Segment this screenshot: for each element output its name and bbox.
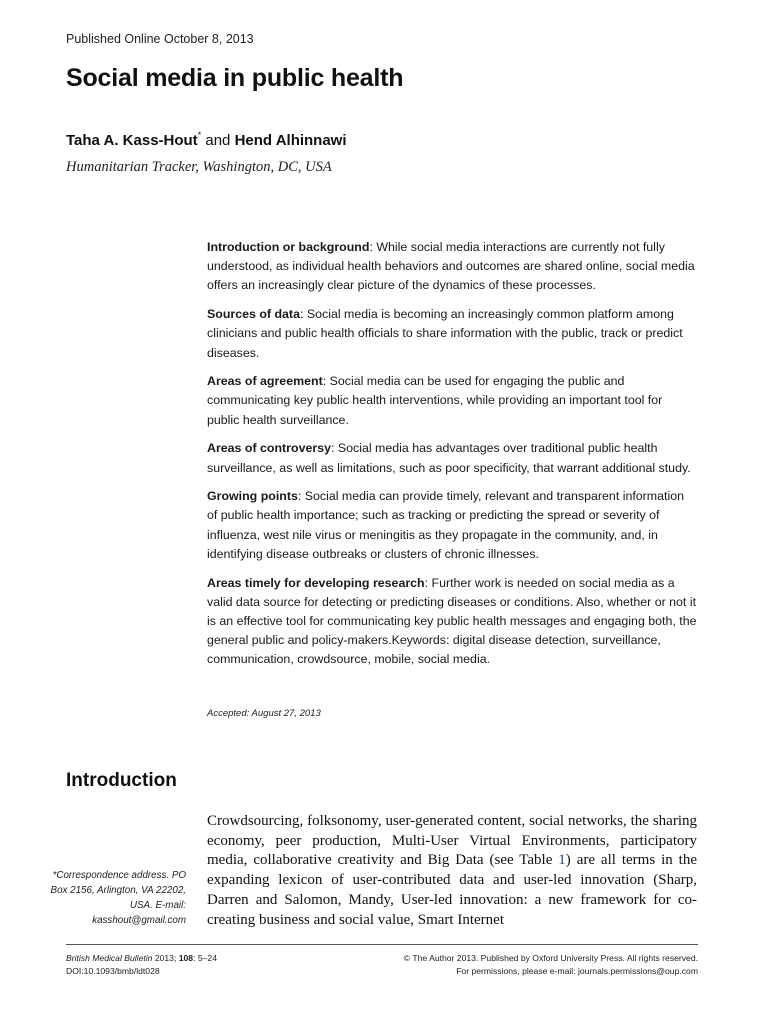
footer-citation <box>66 952 217 977</box>
abstract-controversy <box>207 439 697 477</box>
table-reference-link[interactable]: 1 <box>558 852 566 869</box>
abstract-text: : Further work is needed on social media as a valid data source for detecting or predicting diseases or conditions. Also, whether or not it is an effective tool for communicating key public health messages and engaging both, the general public and policy-makers.Keywords: digital disease detection, surveillance, communication, crowdsource, mobile, social media. <box>207 575 697 667</box>
abstract-text: : Social media is becoming an increasingly common platform among clinicians and public health officials to share information with the public, track or predict diseases. <box>207 307 683 360</box>
copyright-notice: © The Author 2013. Published by Oxford University Press. All rights reserved. <box>403 953 698 963</box>
abstract-text: : Social media can be used for engaging the public and communicating key public health interventions, while providing an important tool for public health surveillance. <box>207 374 663 427</box>
journal-citation <box>66 952 217 965</box>
article-title: Social media in public health <box>66 64 404 92</box>
abstract-text: : Social media can provide timely, relevant and transparent information of public health importance; such as tracking or predicting the spread or severity of influenza, west nile virus or meningitis as they propagate in the community, and, in identifying disease outbreaks or clusters of chronic illnesses. <box>207 489 685 561</box>
abstract-text: : Social media has advantages over traditional public health surveillance, as well as limitations, such as poor specificity, that warrant additional study. <box>207 441 691 475</box>
author-list <box>66 132 347 149</box>
abstract-label: Introduction or background <box>207 240 370 254</box>
section-heading-introduction: Introduction <box>66 770 177 791</box>
abstract <box>207 238 697 679</box>
author-name: Hend Alhinnawi <box>234 132 347 149</box>
introduction-text: ) are all terms in the expanding lexicon of user-contributed data and user-led innovation (Sharp, Darren and Salomon, Mandy, User-led innovation: a new framework for co-creating business and social value, Smart Internet <box>207 852 697 928</box>
author-affiliation: Humanitarian Tracker, Washington, DC, USA <box>66 159 332 175</box>
footer-copyright <box>404 952 698 977</box>
published-date: Published Online October 8, 2013 <box>66 32 254 46</box>
abstract-label: Sources of data <box>207 307 300 322</box>
citation-volume: 108 <box>178 953 194 963</box>
introduction-paragraph <box>207 812 697 930</box>
permissions-notice: For permissions, please e-mail: journals.permissions@oup.com <box>456 965 698 976</box>
abstract-sources <box>207 305 697 363</box>
journal-name: British Medical Bulletin <box>66 953 153 963</box>
citation-year: 2013; <box>152 953 179 963</box>
abstract-label: Areas timely for developing research <box>207 575 425 590</box>
footer-rule <box>66 944 698 945</box>
abstract-research <box>207 574 697 670</box>
introduction-text: Crowdsourcing, folksonomy, user-generated content, social networks, the sharing economy, peer production, Multi-User Virtual Environments, participatory media, collaborative creativity and Big Data (see Table <box>207 813 697 869</box>
doi: DOI:10.1093/bmb/ldt028 <box>66 965 160 976</box>
correspondence-mark: * <box>197 130 202 140</box>
abstract-label: Growing points <box>207 489 298 504</box>
citation-pages: : 5–24 <box>193 953 217 963</box>
abstract-introduction <box>207 238 697 296</box>
accepted-date: Accepted: August 27, 2013 <box>207 708 321 719</box>
abstract-growing-points <box>207 487 697 564</box>
abstract-label: Areas of agreement <box>207 374 323 389</box>
abstract-text: : While social media interactions are currently not fully understood, as individual health behaviors and outcomes are shared online, social media offers an increasingly clear picture of the dynamics of these processes. <box>207 240 695 293</box>
abstract-label: Areas of controversy <box>207 441 331 456</box>
abstract-agreement <box>207 372 697 430</box>
author-name: Taha A. Kass-Hout <box>66 132 198 149</box>
author-conjunction: and <box>201 132 235 149</box>
correspondence-address: *Correspondence address. PO Box 2156, Arlington, VA 22202, USA. E-mail: kasshout@gmail.com <box>50 870 186 926</box>
